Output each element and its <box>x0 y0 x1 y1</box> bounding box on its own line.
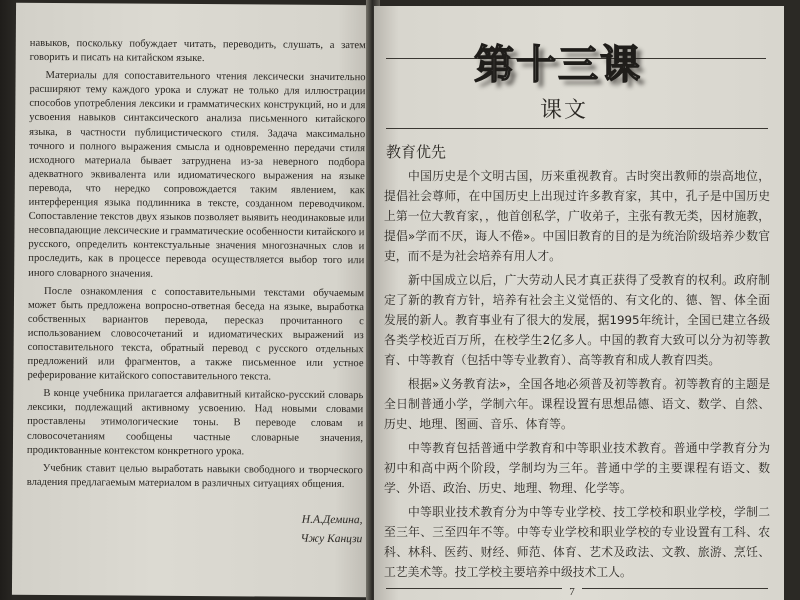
left-page <box>12 3 374 597</box>
right-page <box>374 6 784 600</box>
paragraph: 中国历史是个文明古国，历来重视教育。古时突出教师的崇高地位，提倡社会尊师，在中国历史上出现过许多教育家，其中，孔子是中国历史上第一位大教育家，，他首创私学，广收弟子，主张有教无类，因材施教，提倡»学而不厌，诲人不倦»。中国旧教育的目的是为统治阶级培养少数官吏，而不是为社会培养有用人才。 <box>384 169 770 263</box>
page-number: 7 <box>562 586 582 598</box>
paragraph: навыков, поскольку побуждает читать, переводить, слушать, а затем говорить и писать на китайском языке. <box>29 37 366 65</box>
essay-title: 教育优先 <box>386 143 447 161</box>
paragraph: В конце учебника прилагается алфавитный китайско-русский словарь лексики, подлежащий активному усвоению. Над новыми словами проставлены этимологические тоны. В переводе словам и словосочетаниям сообщены частные словарные значения, продиктованные контекстом конкретного урока. <box>26 388 364 457</box>
paragraph: 根据»义务教育法»，全国各地必须普及初等教育。初等教育的主题是全日制普通小学，学制六年。课程设置有思想品德、语文、数学、自然、历史、地理、图画、音乐、体育等。 <box>384 377 770 431</box>
paragraph: Учебник ставит целью выработать навыки свободного и творческого владения предлагаемым материалом в различных ситуациях общения. <box>26 462 363 490</box>
paragraph: После ознакомления с сопоставительными текстами обучаемым может быть предложена вопросно-ответная беседа на языке, выработка собственных вариантов перевода, пересказ прочитанного с использованием словосочетаний и идиоматических выражений из сопоставительного текста, обратный перевод с русского отдельных предложений или фрагментов, а также письменное или устное реферирование китайского сопоставительного текста. <box>27 285 365 383</box>
author-name: Чжу Канцзи <box>300 532 363 546</box>
section-rule <box>386 128 768 129</box>
section-title: 课文 <box>540 98 589 123</box>
paragraph: 中等职业技术教育分为中等专业学校、技工学校和职业学校，学制二至三年、三至四年不等。中等专业学校和职业学校的专业设置有工科、农科、林科、医药、财经、师范、体育、艺术及政法、文教、旅游、烹饪、工艺美术等。技工学校主要培养中级技术工人。 <box>384 505 770 579</box>
author-name: Н.А.Демина, <box>301 513 363 527</box>
lesson-title: 第十三课 <box>474 42 642 88</box>
paragraph: 中等教育包括普通中学教育和中等职业技术教育。普通中学教育分为初中和高中两个阶段，学制均为三年。普通中学的主要课程有语文、数学、外语、政治、历史、地理、物理、化学等。 <box>384 441 770 495</box>
author-signature <box>162 510 362 549</box>
left-page-text <box>27 37 366 496</box>
paragraph: Материалы для сопоставительного чтения лексически значительно расширяют тему каждого урока и служат не только для иллюстрации способов употребления лексики и грамматических конструкций, но и для усвоения навыков синтаксического анализа письменного китайского языка, в частности публицистического стиля. Задача максимально точного и полного выражения смысла и одновременно передачи стиля исходного материала бывает затруднена из-за неверного подбора адекватного эквивалента или идиоматического выражения на языке перевода, что нередко сопровождается таким явлением, как интерференция языка подлинника в тексте, созданном переводчиком. Сопоставление текстов двух языков позволяет выявить неодинаковые или несовпадающие лексические и грамматические особенности китайского и русского, определить контекстуальные значения многозначных слов и проследить, как в процессе перевода осуществляется выбор того или иного словарного значения. <box>28 70 366 280</box>
essay-body <box>384 166 770 586</box>
paragraph: 新中国成立以后，广大劳动人民才真正获得了受教育的权利。政府制定了新的教育方针，培养有社会主义觉悟的、有文化的、德、智、体全面发展的新人。教育事业有了很大的发展，据1995年统计，全国已建立各级各类学校近百万所，在校学生2亿多人。中国的教育大致可以分为初等教育、中等教育（包括中等专业教育）、高等教育和成人教育四类。 <box>384 273 770 367</box>
